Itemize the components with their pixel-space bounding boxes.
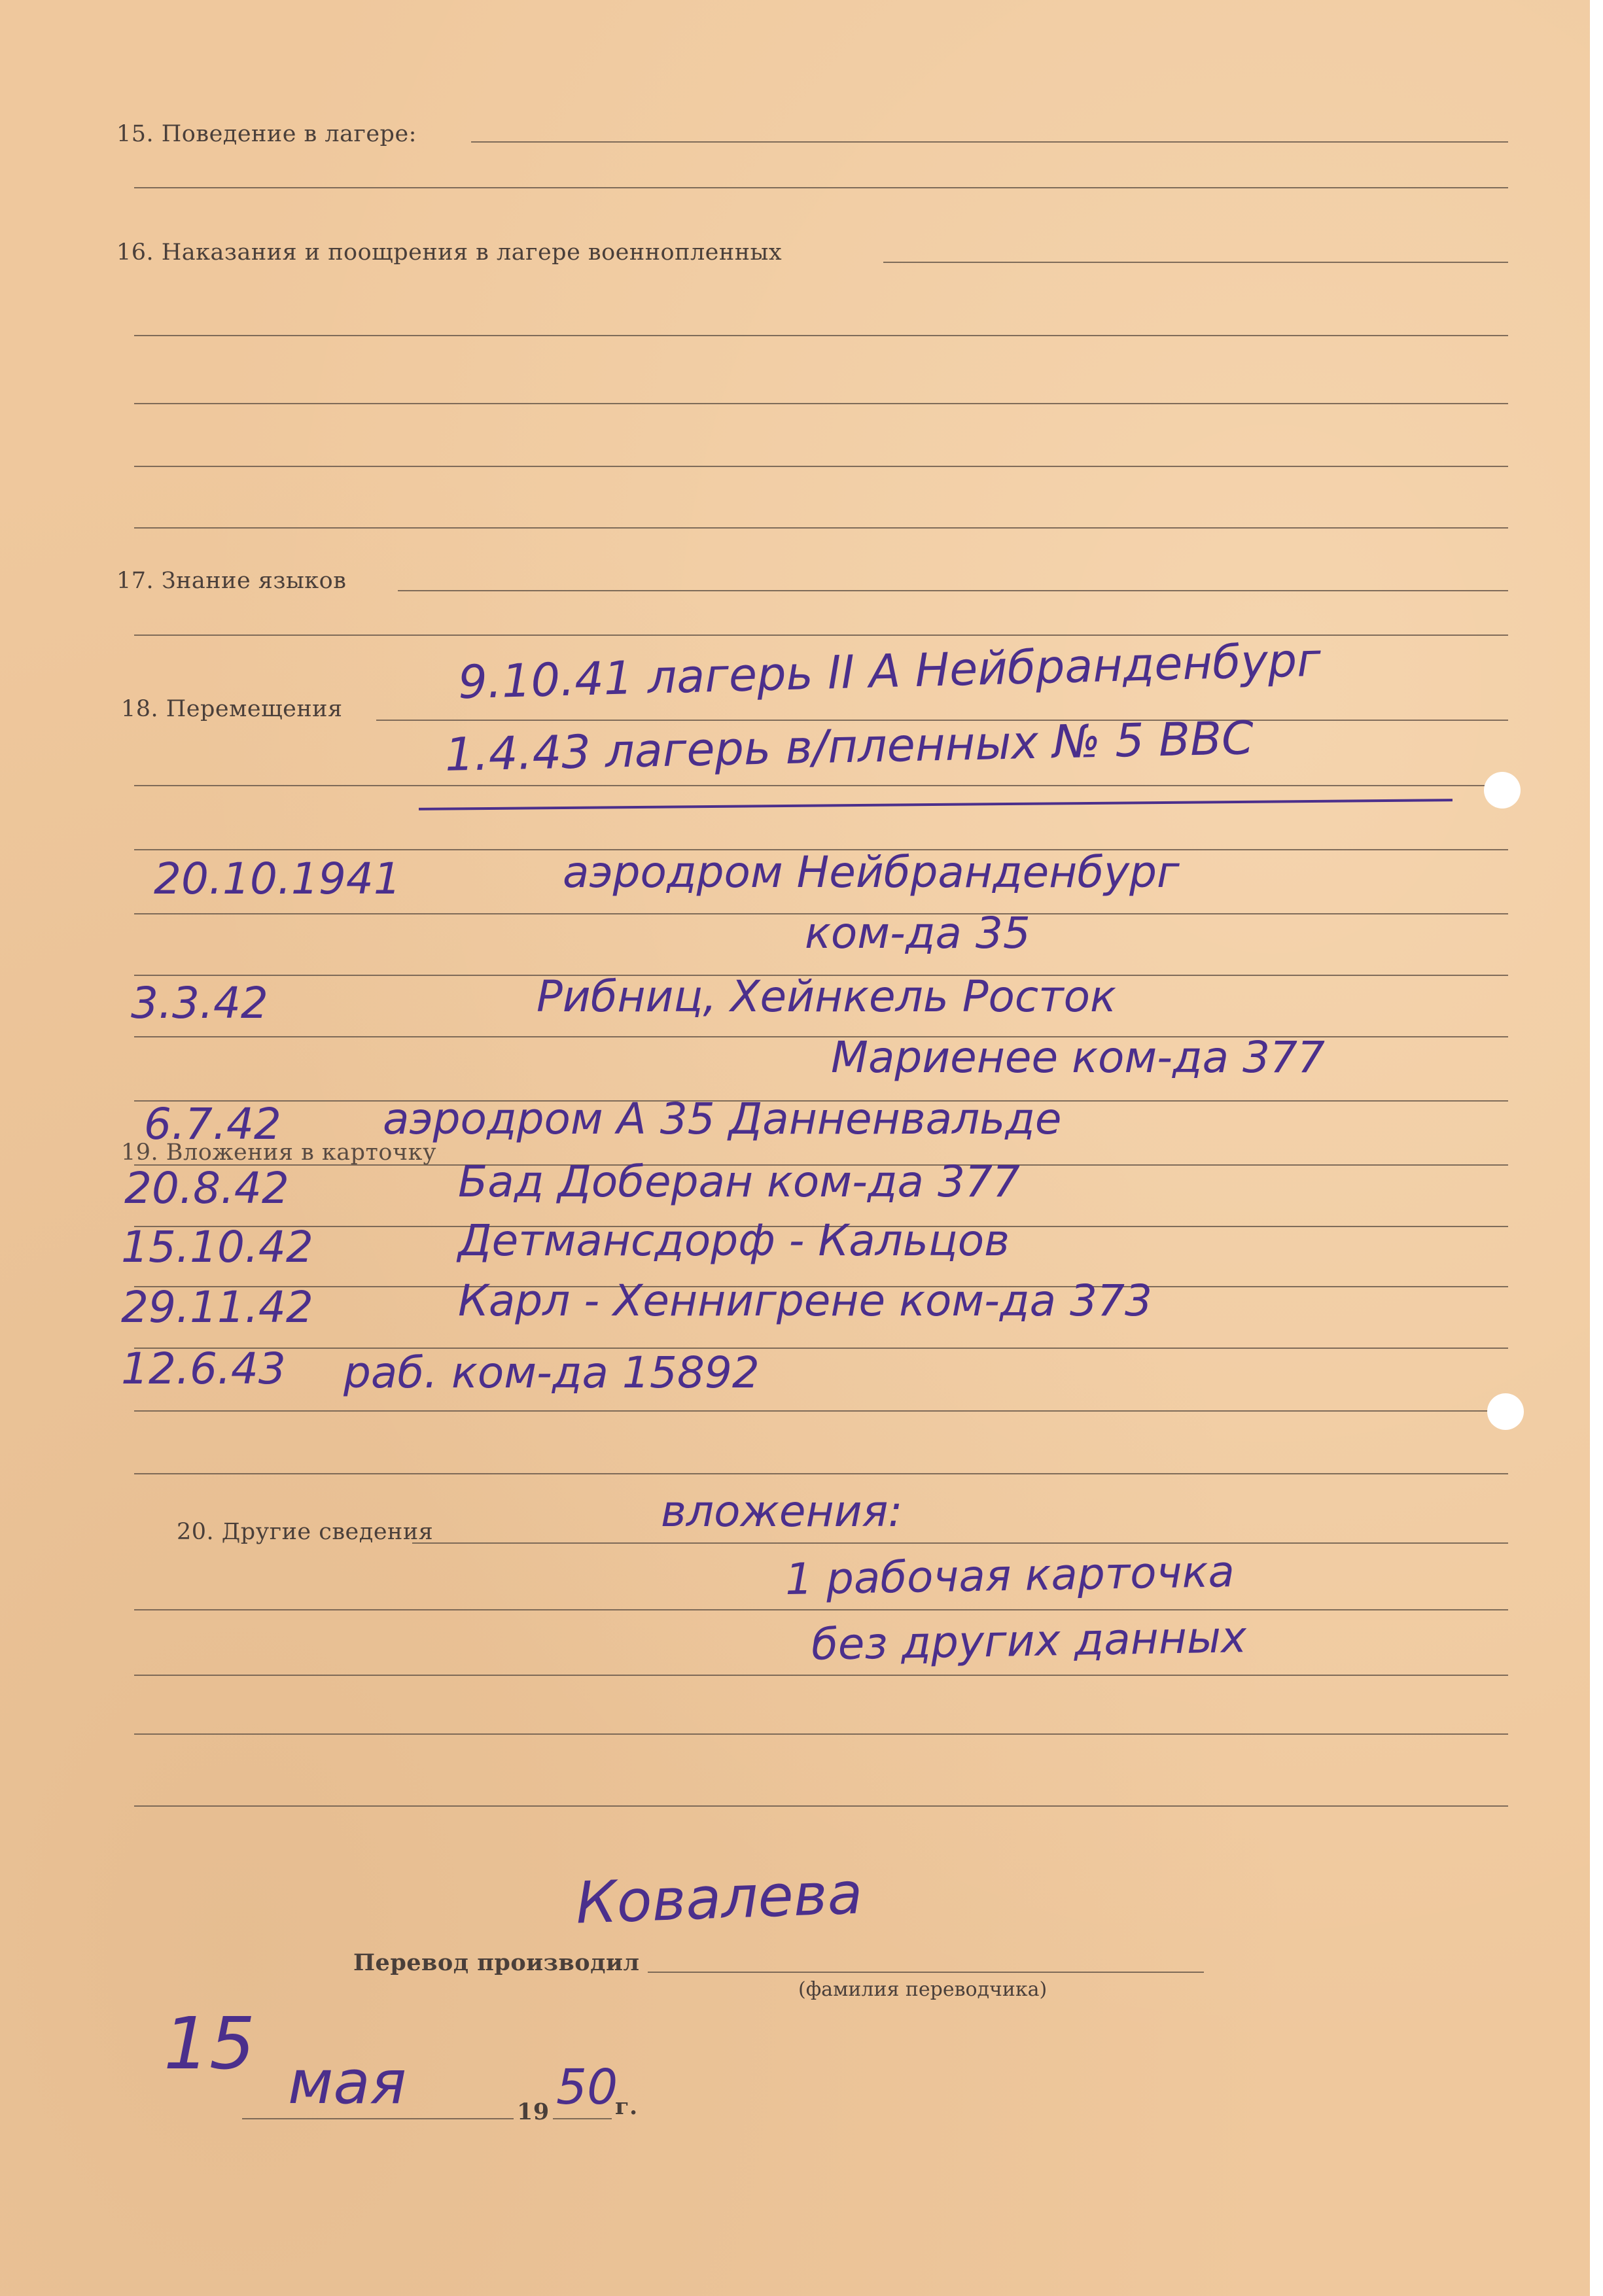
movement-date: 6.7.42 <box>144 1099 281 1149</box>
movement-text: Рибниц, Хейнкель Росток <box>537 971 1116 1022</box>
punch-hole <box>1487 1393 1524 1430</box>
movement-date: 3.3.42 <box>131 978 268 1028</box>
movement-date: 20.8.42 <box>124 1163 289 1213</box>
handwritten-underline <box>419 799 1453 810</box>
field-15-label: 15. Поведение в лагере: <box>116 121 417 147</box>
handwritten-movement-2: 1.4.43 лагерь в/пленных № 5 ВВС <box>444 711 1254 782</box>
blank-line <box>134 403 1508 404</box>
blank-line <box>134 187 1508 188</box>
date-year-suffix: г. <box>615 2093 638 2120</box>
field-20-label: 20. Другие сведения <box>177 1519 434 1545</box>
blank-line <box>134 1348 1508 1349</box>
field-16-line <box>883 262 1508 263</box>
movement-text: Карл - Хеннигрене ком-да 373 <box>458 1276 1152 1326</box>
movement-text: Мариенее ком-да 377 <box>831 1032 1326 1083</box>
movement-text: аэродром А 35 Данненвальде <box>383 1094 1062 1144</box>
date-year-prefix: 19 <box>517 2098 550 2125</box>
field-20-line <box>412 1542 1508 1544</box>
movement-text: Бад Доберан ком-да 377 <box>458 1157 1020 1207</box>
blank-line <box>134 1473 1508 1474</box>
handwritten-other-3: без других данных <box>811 1612 1247 1670</box>
movement-date: 20.10.1941 <box>154 854 401 904</box>
movement-text: ком-да 35 <box>805 908 1030 958</box>
movement-date: 12.6.43 <box>121 1344 286 1394</box>
translator-signature: Ковалева <box>574 1859 864 1937</box>
field-19-label: 19. Вложения в карточку <box>121 1139 437 1166</box>
date-month-line <box>242 2118 514 2119</box>
blank-line <box>134 1805 1508 1807</box>
field-17-line <box>398 590 1508 591</box>
punch-hole <box>1484 772 1521 809</box>
date-day: 15 <box>164 2002 255 2085</box>
blank-line <box>134 785 1508 786</box>
date-month: мая <box>288 2047 407 2117</box>
blank-line <box>134 466 1508 467</box>
movement-text: раб. ком-да 15892 <box>344 1348 760 1398</box>
blank-line <box>134 1733 1508 1735</box>
field-18-label: 18. Перемещения <box>121 696 343 722</box>
translator-label: Перевод производил <box>353 1949 640 1976</box>
blank-line <box>134 1675 1508 1676</box>
field-16-label: 16. Наказания и поощрения в лагере военнопленных <box>116 239 783 266</box>
blank-line <box>134 335 1508 336</box>
movement-date: 15.10.42 <box>121 1222 313 1272</box>
blank-line <box>134 527 1508 529</box>
movement-text: Детмансдорф - Кальцов <box>458 1215 1010 1266</box>
movement-text: аэродром Нейбранденбург <box>563 847 1180 897</box>
handwritten-other-2: 1 рабочая карточка <box>784 1546 1235 1605</box>
translator-caption: (фамилия переводчика) <box>798 1978 1048 2001</box>
signature-line <box>648 1972 1204 1973</box>
field-17-label: 17. Знание языков <box>116 568 347 594</box>
date-year: 50 <box>556 2059 618 2115</box>
date-year-line <box>553 2118 612 2119</box>
handwritten-movement-1: 9.10.41 лагерь II A Нейбранденбург <box>457 633 1322 710</box>
blank-line <box>134 1410 1508 1412</box>
movement-date: 29.11.42 <box>121 1282 313 1332</box>
handwritten-other-1: вложения: <box>661 1486 903 1537</box>
field-15-line <box>471 141 1508 143</box>
blank-line <box>134 1609 1508 1610</box>
